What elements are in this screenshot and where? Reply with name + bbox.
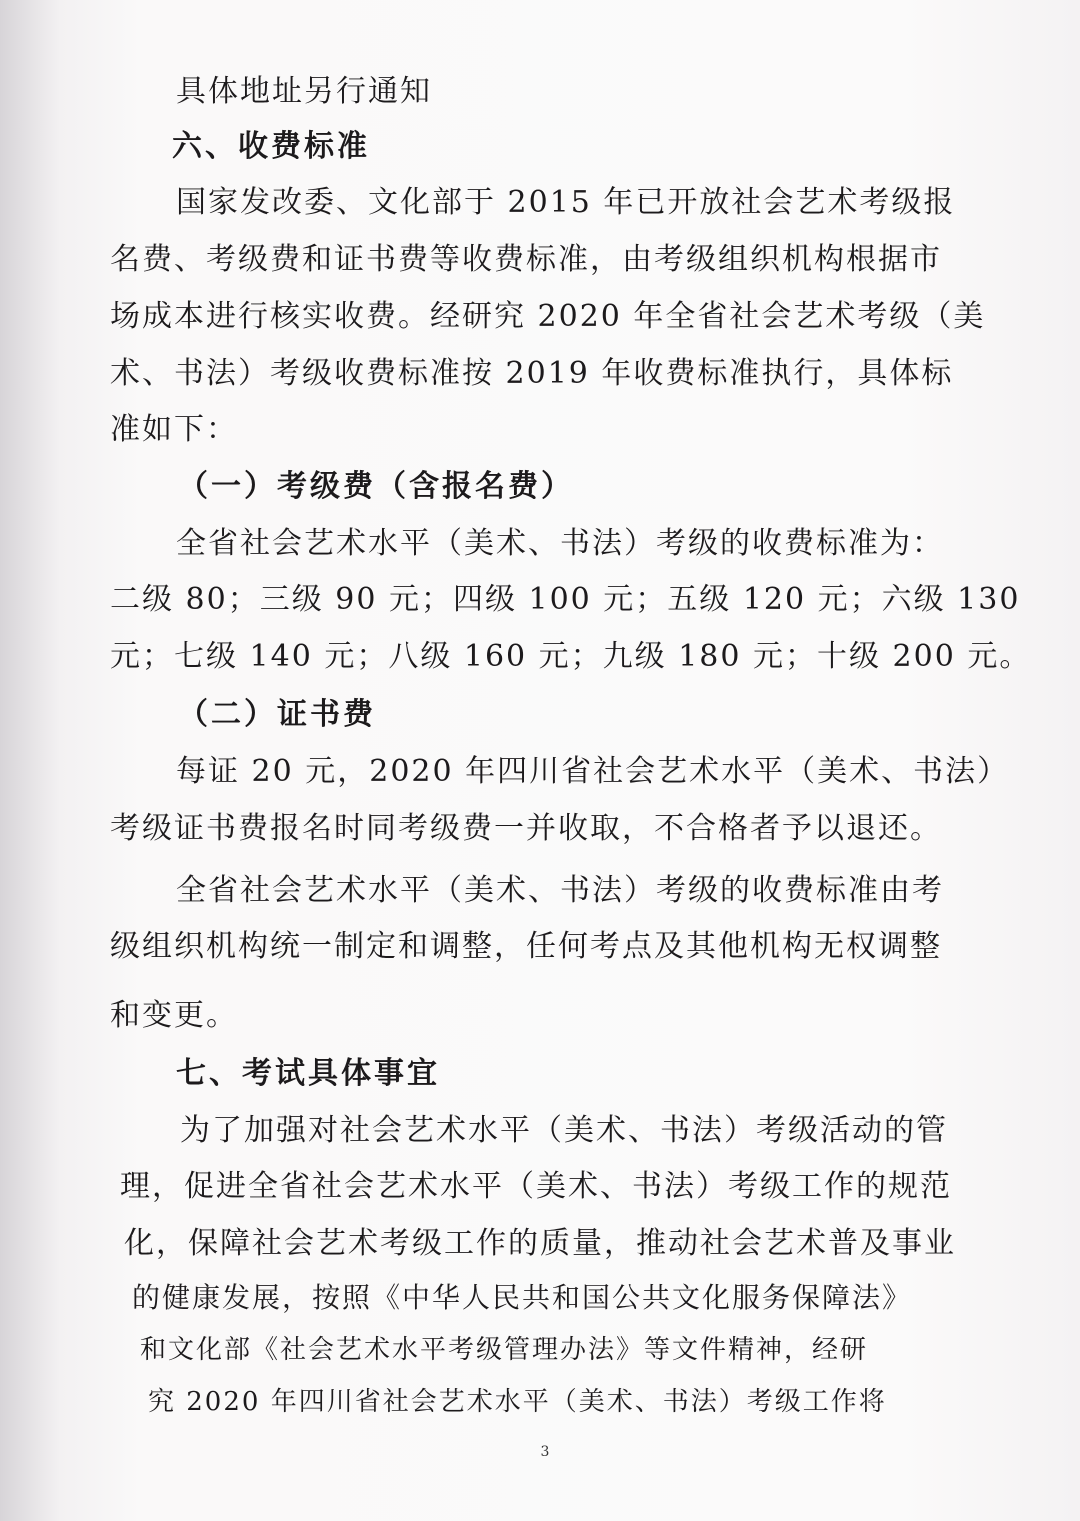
subsection-heading: （二）证书费	[178, 697, 376, 732]
text-line: 准如下：	[110, 412, 238, 447]
text-line: 考级证书费报名时同考级费一并收取，不合格者予以退还。	[110, 811, 942, 846]
text-line: 化，保障社会艺术考级工作的质量，推动社会艺术普及事业	[124, 1226, 956, 1261]
text-line: 为了加强对社会艺术水平（美术、书法）考级活动的管	[180, 1113, 948, 1148]
text-line: 具体地址另行通知	[176, 74, 432, 109]
text-line: 国家发改委、文化部于 2015 年已开放社会艺术考级报	[176, 185, 956, 220]
text-line: 每证 20 元，2020 年四川省社会艺术水平（美术、书法）	[176, 754, 1010, 789]
text-line: 场成本进行核实收费。经研究 2020 年全省社会艺术考级（美	[110, 299, 986, 334]
text-line: 理，促进全省社会艺术水平（美术、书法）考级工作的规范	[120, 1169, 952, 1204]
text-line: 全省社会艺术水平（美术、书法）考级的收费标准为：	[176, 526, 944, 561]
section-heading: 七、考试具体事宜	[176, 1056, 440, 1091]
text-line: 的健康发展，按照《中华人民共和国公共文化服务保障法》	[132, 1281, 913, 1314]
text-line: 元；七级 140 元；八级 160 元；九级 180 元；十级 200 元。	[110, 639, 1032, 674]
subsection-heading: （一）考级费（含报名费）	[178, 469, 574, 504]
text-line: 名费、考级费和证书费等收费标准，由考级组织机构根据市	[110, 242, 942, 277]
section-heading: 六、收费标准	[172, 129, 370, 164]
page-number: 3	[540, 1444, 550, 1460]
text-line: 全省社会艺术水平（美术、书法）考级的收费标准由考	[176, 873, 944, 908]
text-line: 和文化部《社会艺术水平考级管理办法》等文件精神，经研	[140, 1335, 869, 1365]
text-line: 二级 80；三级 90 元；四级 100 元；五级 120 元；六级 130	[110, 582, 1021, 617]
text-line: 级组织机构统一制定和调整，任何考点及其他机构无权调整	[110, 929, 942, 964]
text-line: 究 2020 年四川省社会艺术水平（美术、书法）考级工作将	[148, 1387, 887, 1417]
text-line: 术、书法）考级收费标准按 2019 年收费标准执行，具体标	[110, 356, 954, 391]
text-line: 和变更。	[110, 998, 238, 1033]
